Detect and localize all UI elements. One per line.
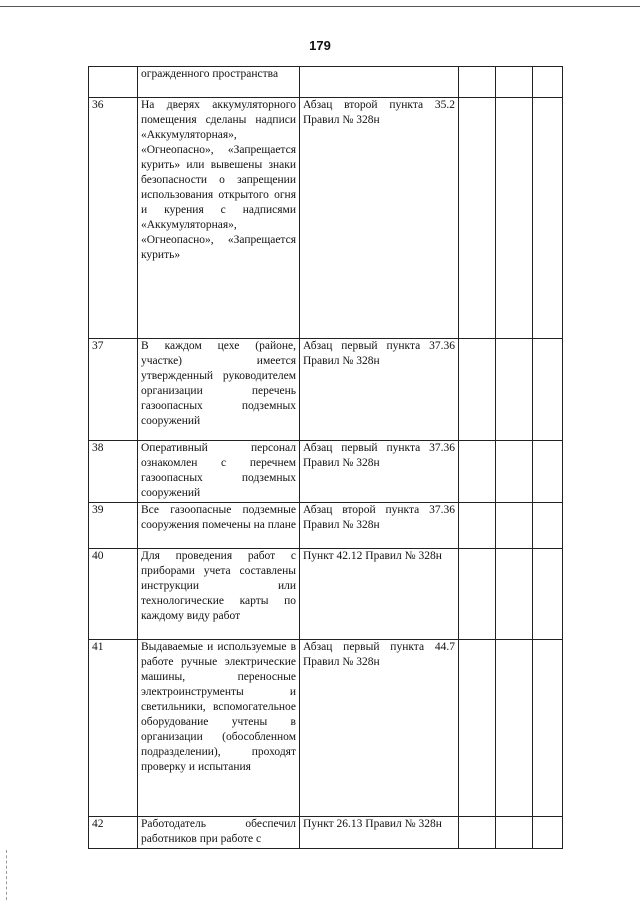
check-no-cell — [496, 339, 533, 441]
check-na-cell — [533, 67, 563, 98]
regulation-reference: Абзац первый пункта 37.36 Правил № 328н — [300, 441, 459, 503]
row-number: 40 — [89, 549, 138, 640]
row-number — [89, 67, 138, 98]
table-row — [89, 549, 563, 640]
check-yes-cell — [459, 817, 496, 849]
scan-edge-mark — [6, 850, 7, 900]
check-na-cell — [533, 817, 563, 849]
check-yes-cell — [459, 503, 496, 549]
requirement-text: Работодатель обеспечил работников при работе с — [138, 817, 300, 849]
top-border-line — [0, 6, 640, 7]
row-number: 36 — [89, 98, 138, 339]
table-row — [89, 640, 563, 817]
requirement-text: На дверях аккумуляторного помещения сделаны надписи «Аккумуляторная», «Огнеопасно», «Запрещается курить» или вывешены знаки безопасности о запрещении использования открытого огня и курения с надписями «Аккумуляторная», «Огнеопасно», «Запрещается курить» — [138, 98, 300, 339]
requirement-text: Оперативный персонал ознакомлен с перечнем газоопасных подземных сооружений — [138, 441, 300, 503]
check-yes-cell — [459, 98, 496, 339]
requirement-text: Выдаваемые и используемые в работе ручные электрические машины, переносные электроинструменты и светильники, вспомогательное оборудование учтены в организации (обособленном подразделении), проходят проверку и испытания — [138, 640, 300, 817]
regulation-reference: Абзац второй пункта 35.2 Правил № 328н — [300, 98, 459, 339]
regulation-reference: Абзац первый пункта 37.36 Правил № 328н — [300, 339, 459, 441]
row-number: 39 — [89, 503, 138, 549]
check-no-cell — [496, 67, 533, 98]
table-row — [89, 503, 563, 549]
requirement-text: В каждом цехе (районе, участке) имеется утвержденный руководителем организации перечень газоопасных подземных сооружений — [138, 339, 300, 441]
check-yes-cell — [459, 441, 496, 503]
regulation-reference: Абзац первый пункта 44.7 Правил № 328н — [300, 640, 459, 817]
table-row — [89, 67, 563, 98]
row-number: 42 — [89, 817, 138, 849]
regulation-reference: Пункт 26.13 Правил № 328н — [300, 817, 459, 849]
requirements-table — [88, 66, 563, 849]
regulation-reference: Пункт 42.12 Правил № 328н — [300, 549, 459, 640]
check-no-cell — [496, 640, 533, 817]
table-row — [89, 339, 563, 441]
table-row — [89, 441, 563, 503]
row-number: 37 — [89, 339, 138, 441]
check-na-cell — [533, 98, 563, 339]
check-yes-cell — [459, 67, 496, 98]
row-number: 41 — [89, 640, 138, 817]
check-no-cell — [496, 98, 533, 339]
check-na-cell — [533, 640, 563, 817]
check-na-cell — [533, 339, 563, 441]
check-no-cell — [496, 503, 533, 549]
check-yes-cell — [459, 549, 496, 640]
row-number: 38 — [89, 441, 138, 503]
requirement-text: огражденного пространства — [138, 67, 300, 98]
page-number: 179 — [309, 38, 331, 53]
check-yes-cell — [459, 640, 496, 817]
check-no-cell — [496, 549, 533, 640]
regulation-reference — [300, 67, 459, 98]
check-yes-cell — [459, 339, 496, 441]
check-no-cell — [496, 441, 533, 503]
requirement-text: Для проведения работ с приборами учета составлены инструкции или технологические карты по каждому виду работ — [138, 549, 300, 640]
check-na-cell — [533, 441, 563, 503]
check-na-cell — [533, 503, 563, 549]
table-row — [89, 98, 563, 339]
regulation-reference: Абзац второй пункта 37.36 Правил № 328н — [300, 503, 459, 549]
table-row — [89, 817, 563, 849]
check-na-cell — [533, 549, 563, 640]
requirement-text: Все газоопасные подземные сооружения помечены на плане — [138, 503, 300, 549]
check-no-cell — [496, 817, 533, 849]
